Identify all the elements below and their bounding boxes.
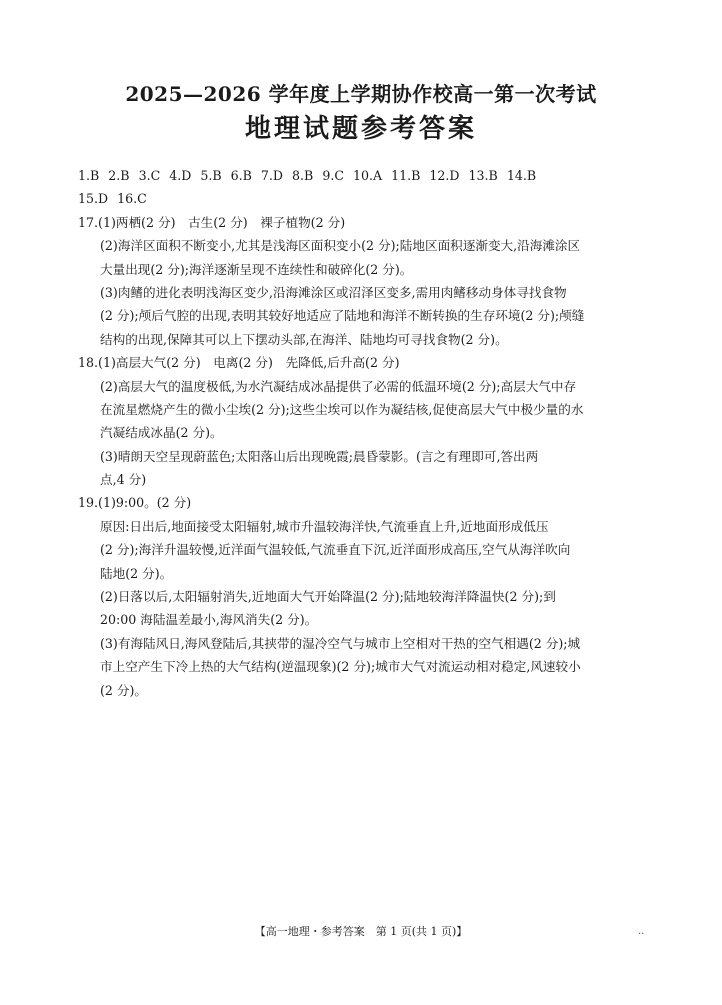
q19-line-9: (2 分)。 <box>100 682 148 698</box>
q19-line-4: 陆地(2 分)。 <box>100 565 173 581</box>
choice-answers-row-2 <box>78 187 644 210</box>
choice-answer: 3.C <box>138 168 161 183</box>
choice-answer: 2.B <box>108 168 130 183</box>
exam-title: 2025—2026 学年度上学期协作校高一第一次考试 <box>125 82 597 106</box>
choice-answer: 12.D <box>429 168 460 183</box>
q19-line-8: 市上空产生下冷上热的大气结构(逆温现象)(2 分);城市大气对流运动相对稳定,风速较小 <box>100 659 581 675</box>
choice-answer: 14.B <box>506 168 537 183</box>
choice-answer: 8.B <box>292 168 314 183</box>
answer-content <box>78 164 644 702</box>
q17-line-5: (2 分);颅后气腔的出现,表明其较好地适应了陆地和海洋不断转换的生存环境(2 分);颅缝 <box>100 308 585 324</box>
q18-line-5: (3)晴朗天空呈现蔚蓝色;太阳落山后出现晚霞;晨昏蒙影。(言之有理即可,答出两 <box>100 448 539 464</box>
document-title: 地理试题参考答案 <box>244 114 477 144</box>
choice-answer: 13.B <box>468 168 498 183</box>
choice-answer: 7.D <box>260 168 284 183</box>
choice-answer: 11.B <box>391 168 421 183</box>
choice-answer: 6.B <box>230 168 252 183</box>
choice-answer: 4.D <box>169 168 192 183</box>
choice-answer: 16.C <box>117 191 147 207</box>
q18-line-6: 点,4 分) <box>100 472 147 488</box>
q19-line-2: 原因:日出后,地面接受太阳辐射,城市升温较海洋快,气流垂直上升,近地面形成低压 <box>100 518 549 534</box>
choice-answer: 9.C <box>322 168 344 183</box>
choice-answer: 1.B <box>78 168 100 183</box>
q19-line-7: (3)有海陆风日,海风登陆后,其挟带的湿冷空气与城市上空相对干热的空气相遇(2 分);城 <box>100 635 581 651</box>
q19-line-3: (2 分);海洋升温较慢,近洋面气温较低,气流垂直下沉,近洋面形成高压,空气从海洋吹向 <box>100 542 571 558</box>
q17-line-2: (2)海洋区面积不断变小,尤其是浅海区面积变小(2 分);陆地区面积逐渐变大,沿海滩涂区 <box>100 238 581 254</box>
q19-line-1: 19.(1)9:00。(2 分) <box>78 495 192 511</box>
page-footer: 【高一地理・参考答案 第 1 页(共 1 页)】 <box>254 925 468 938</box>
choice-answer: 5.B <box>200 168 222 183</box>
corner-mark: .. <box>638 926 645 937</box>
q17-line-1: 17.(1)两栖(2 分) 古生(2 分) 裸子植物(2 分) <box>78 214 346 230</box>
q18-line-3: 在流星燃烧产生的微小尘埃(2 分);这些尘埃可以作为凝结核,促使高层大气中极少量的水 <box>100 401 584 417</box>
choice-answer: 15.D <box>78 191 109 207</box>
choice-answers-row-1 <box>78 164 644 187</box>
q19-line-6: 20:00 海陆温差最小,海风消失(2 分)。 <box>100 612 318 628</box>
q17-line-4: (3)肉鳍的进化表明浅海区变少,沿海滩涂区或沼泽区变多,需用肉鳍移动身体寻找食物 <box>100 284 567 300</box>
choice-answer: 10.A <box>352 168 383 183</box>
q17-line-3: 大量出现(2 分);海洋逐渐呈现不连续性和破碎化(2 分)。 <box>100 261 413 277</box>
q19-line-5: (2)日落以后,太阳辐射消失,近地面大气开始降温(2 分);陆地较海洋降温快(2 分);到 <box>100 589 556 605</box>
q17-line-6: 结构的出现,保障其可以上下摆动头部,在海洋、陆地均可寻找食物(2 分)。 <box>100 331 508 347</box>
q18-line-4: 汽凝结成冰晶(2 分)。 <box>100 425 223 441</box>
q18-line-1: 18.(1)高层大气(2 分) 电离(2 分) 先降低,后升高(2 分) <box>78 355 400 371</box>
q18-line-2: (2)高层大气的温度极低,为水汽凝结成冰晶提供了必需的低温环境(2 分);高层大气中存 <box>100 378 577 394</box>
